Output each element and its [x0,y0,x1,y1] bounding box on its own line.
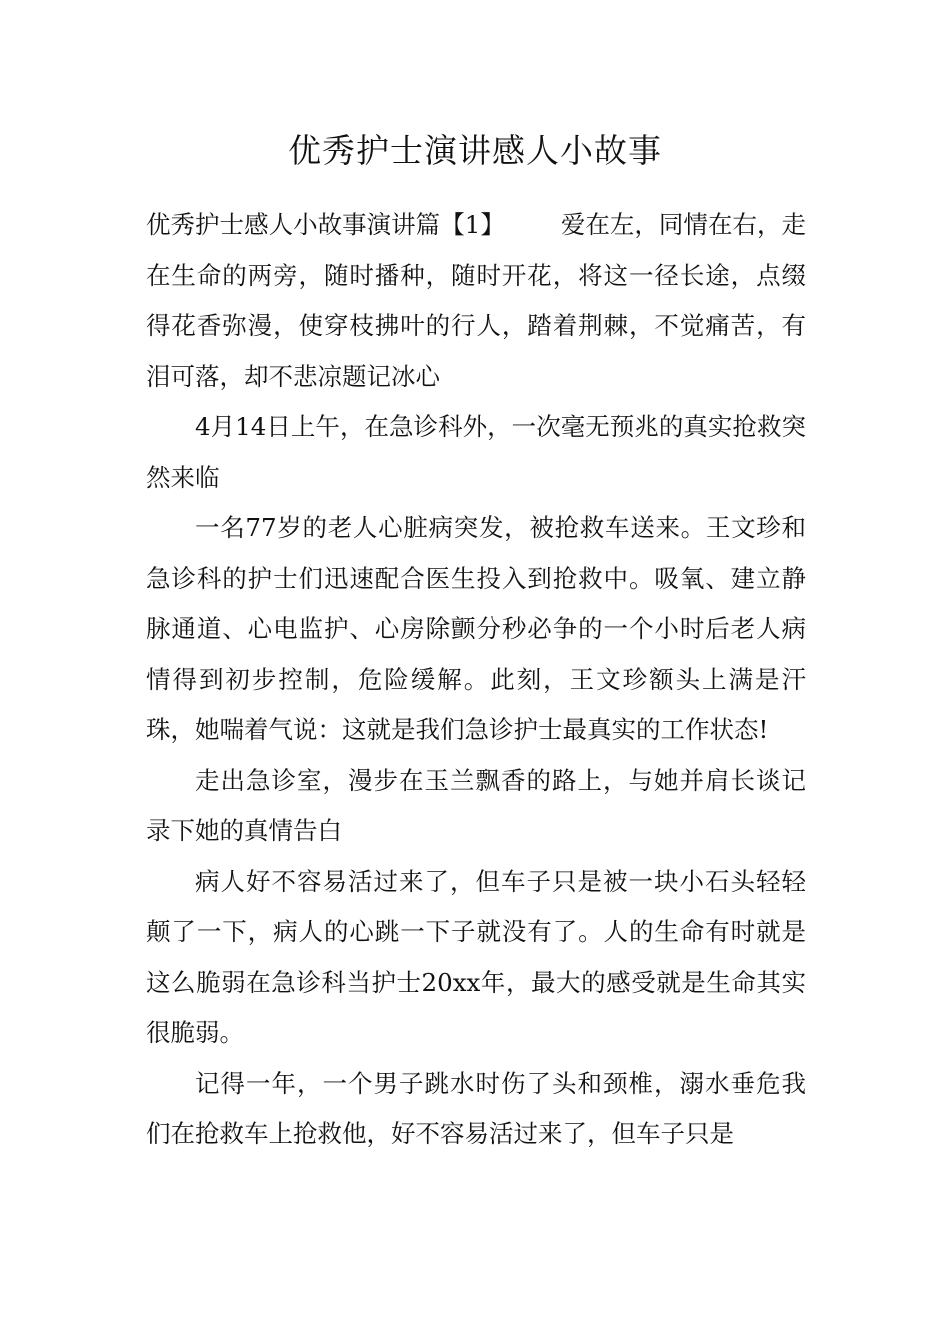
paragraph-1 [146,200,806,402]
paragraph-5: 病人好不容易活过来了，但车子只是被一块小石头轻轻颠了一下，病人的心跳一下子就没有了。人的生命有时就是这么脆弱在急诊科当护士20xx年，最大的感受就是生命其实很脆弱。 [146,866,806,1047]
paragraph-2: 4月14日上午，在急诊科外，一次毫无预兆的真实抢救突然来临 [146,412,806,492]
document-title: 优秀护士演讲感人小故事 [288,131,662,170]
paragraph-6: 记得一年，一个男子跳水时伤了头和颈椎，溺水垂危我们在抢救车上抢救他，好不容易活过来了，但车子只是 [146,1068,806,1148]
document-body [146,200,806,1160]
paragraph-1-text: 爱在左，同情在右，走在生命的两旁，随时播种，随时开花，将这一径长途，点缀得花香弥漫，使穿枝拂叶的行人，踏着荆棘，不觉痛苦，有泪可落，却不悲凉题记冰心 [146,210,807,391]
paragraph-3: 一名77岁的老人心脏病突发，被抢救车送来。王文珍和急诊科的护士们迅速配合医生投入到抢救中。吸氧、建立静脉通道、心电监护、心房除颤分秒必争的一个小时后老人病情得到初步控制，危险缓解。此刻，王文珍额头上满是汗珠，她喘着气说：这就是我们急诊护士最真实的工作状态! [146,513,806,744]
paragraph-4: 走出急诊室，漫步在玉兰飘香的路上，与她并肩长谈记录下她的真情告白 [146,765,806,845]
section-heading: 优秀护士感人小故事演讲篇【1】 [146,210,505,239]
